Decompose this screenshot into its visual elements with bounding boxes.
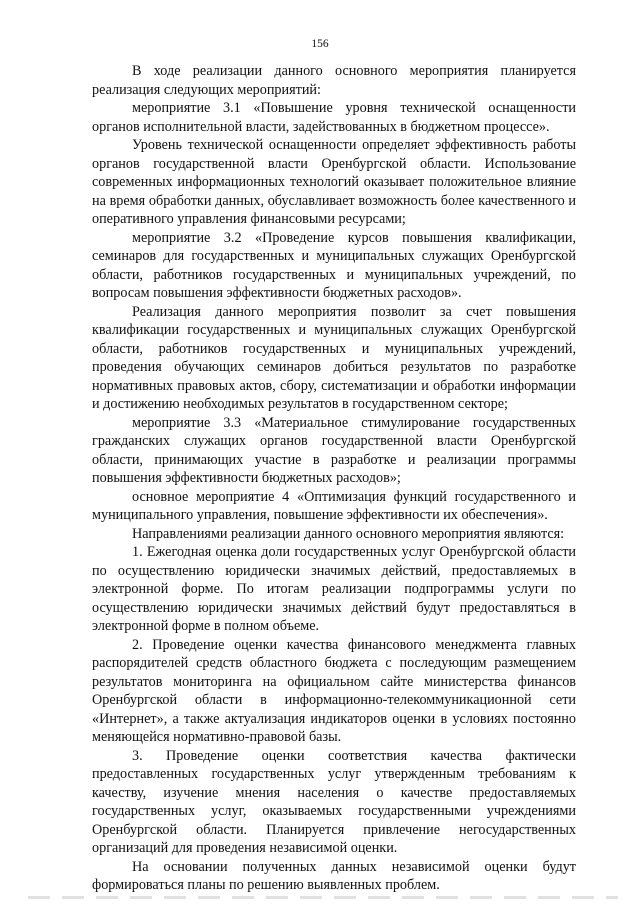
- paragraph: мероприятие 3.1 «Повышение уровня технической оснащенности органов исполнительной власти, задействованных в бюджетном процессе».: [92, 100, 576, 135]
- paragraph: Уровень технической оснащенности определяет эффективность работы органов государственной власти Оренбургской области. Использование современных информационных технологий оказывает положительное влияние на время обработки данных, обуславливает возможность более качественного и оперативного управления финансовыми ресурсами;: [92, 137, 576, 227]
- page-number: 156: [311, 38, 329, 50]
- paragraph: 3. Проведение оценки соответствия качества фактически предоставленных государственных услуг утвержденным требованиям к качеству, изучение мнения населения о качестве предоставляемых государственных услуг, оказываемых государственными учреждениями Оренбургской области. Планируется привлечение негосударственных организаций для проведения независимой оценки.: [92, 747, 576, 856]
- document-body: [92, 62, 576, 895]
- paragraph: 2. Проведение оценки качества финансового менеджмента главных распорядителей средств областного бюджета с последующим размещением результатов мониторинга на официальном сайте министерства финансов Оренбургской области в информационно-телекоммуникационной сети «Интернет», а также актуализация индикаторов оценки в условиях постоянно меняющейся нормативно-правовой базы.: [92, 636, 576, 745]
- paragraph: мероприятие 3.3 «Материальное стимулирование государственных гражданских служащих органов государственной власти Оренбургской области, принимающих участие в разработке и реализации программы повышения эффективности бюджетных расходов»;: [92, 414, 576, 486]
- paragraph: В ходе реализации данного основного мероприятия планируется реализация следующих мероприятий:: [92, 63, 576, 98]
- paragraph: мероприятие 3.2 «Проведение курсов повышения квалификации, семинаров для государственных и муниципальных служащих Оренбургской области, работников государственных и муниципальных учреждений, по вопросам повышения эффективности бюджетных расходов».: [92, 229, 576, 301]
- paragraph: На основании полученных данных независимой оценки будут формироваться планы по решению выявленных проблем.: [92, 858, 576, 893]
- paragraph: 1. Ежегодная оценка доли государственных услуг Оренбургской области по осуществлению юридически значимых действий, предоставляемых в электронной форме. По итогам реализации подпрограммы услуги по осуществлению юридически значимых действий будут предоставляться в электронной форме в полном объеме.: [92, 544, 576, 634]
- paragraph: основное мероприятие 4 «Оптимизация функций государственного и муниципального управления, повышение эффективности их обеспечения».: [92, 488, 576, 523]
- scan-edge-artifact: [28, 896, 618, 899]
- paragraph: Реализация данного мероприятия позволит за счет повышения квалификации государственных и муниципальных служащих Оренбургской области, работников государственных и муниципальных учреждений, проведения обучающих семинаров добиться результатов по разработке нормативных правовых актов, сбору, систематизации и обработки информации и достижению необходимых результатов в государственном секторе;: [92, 303, 576, 412]
- paragraph: Направлениями реализации данного основного мероприятия являются:: [132, 525, 565, 542]
